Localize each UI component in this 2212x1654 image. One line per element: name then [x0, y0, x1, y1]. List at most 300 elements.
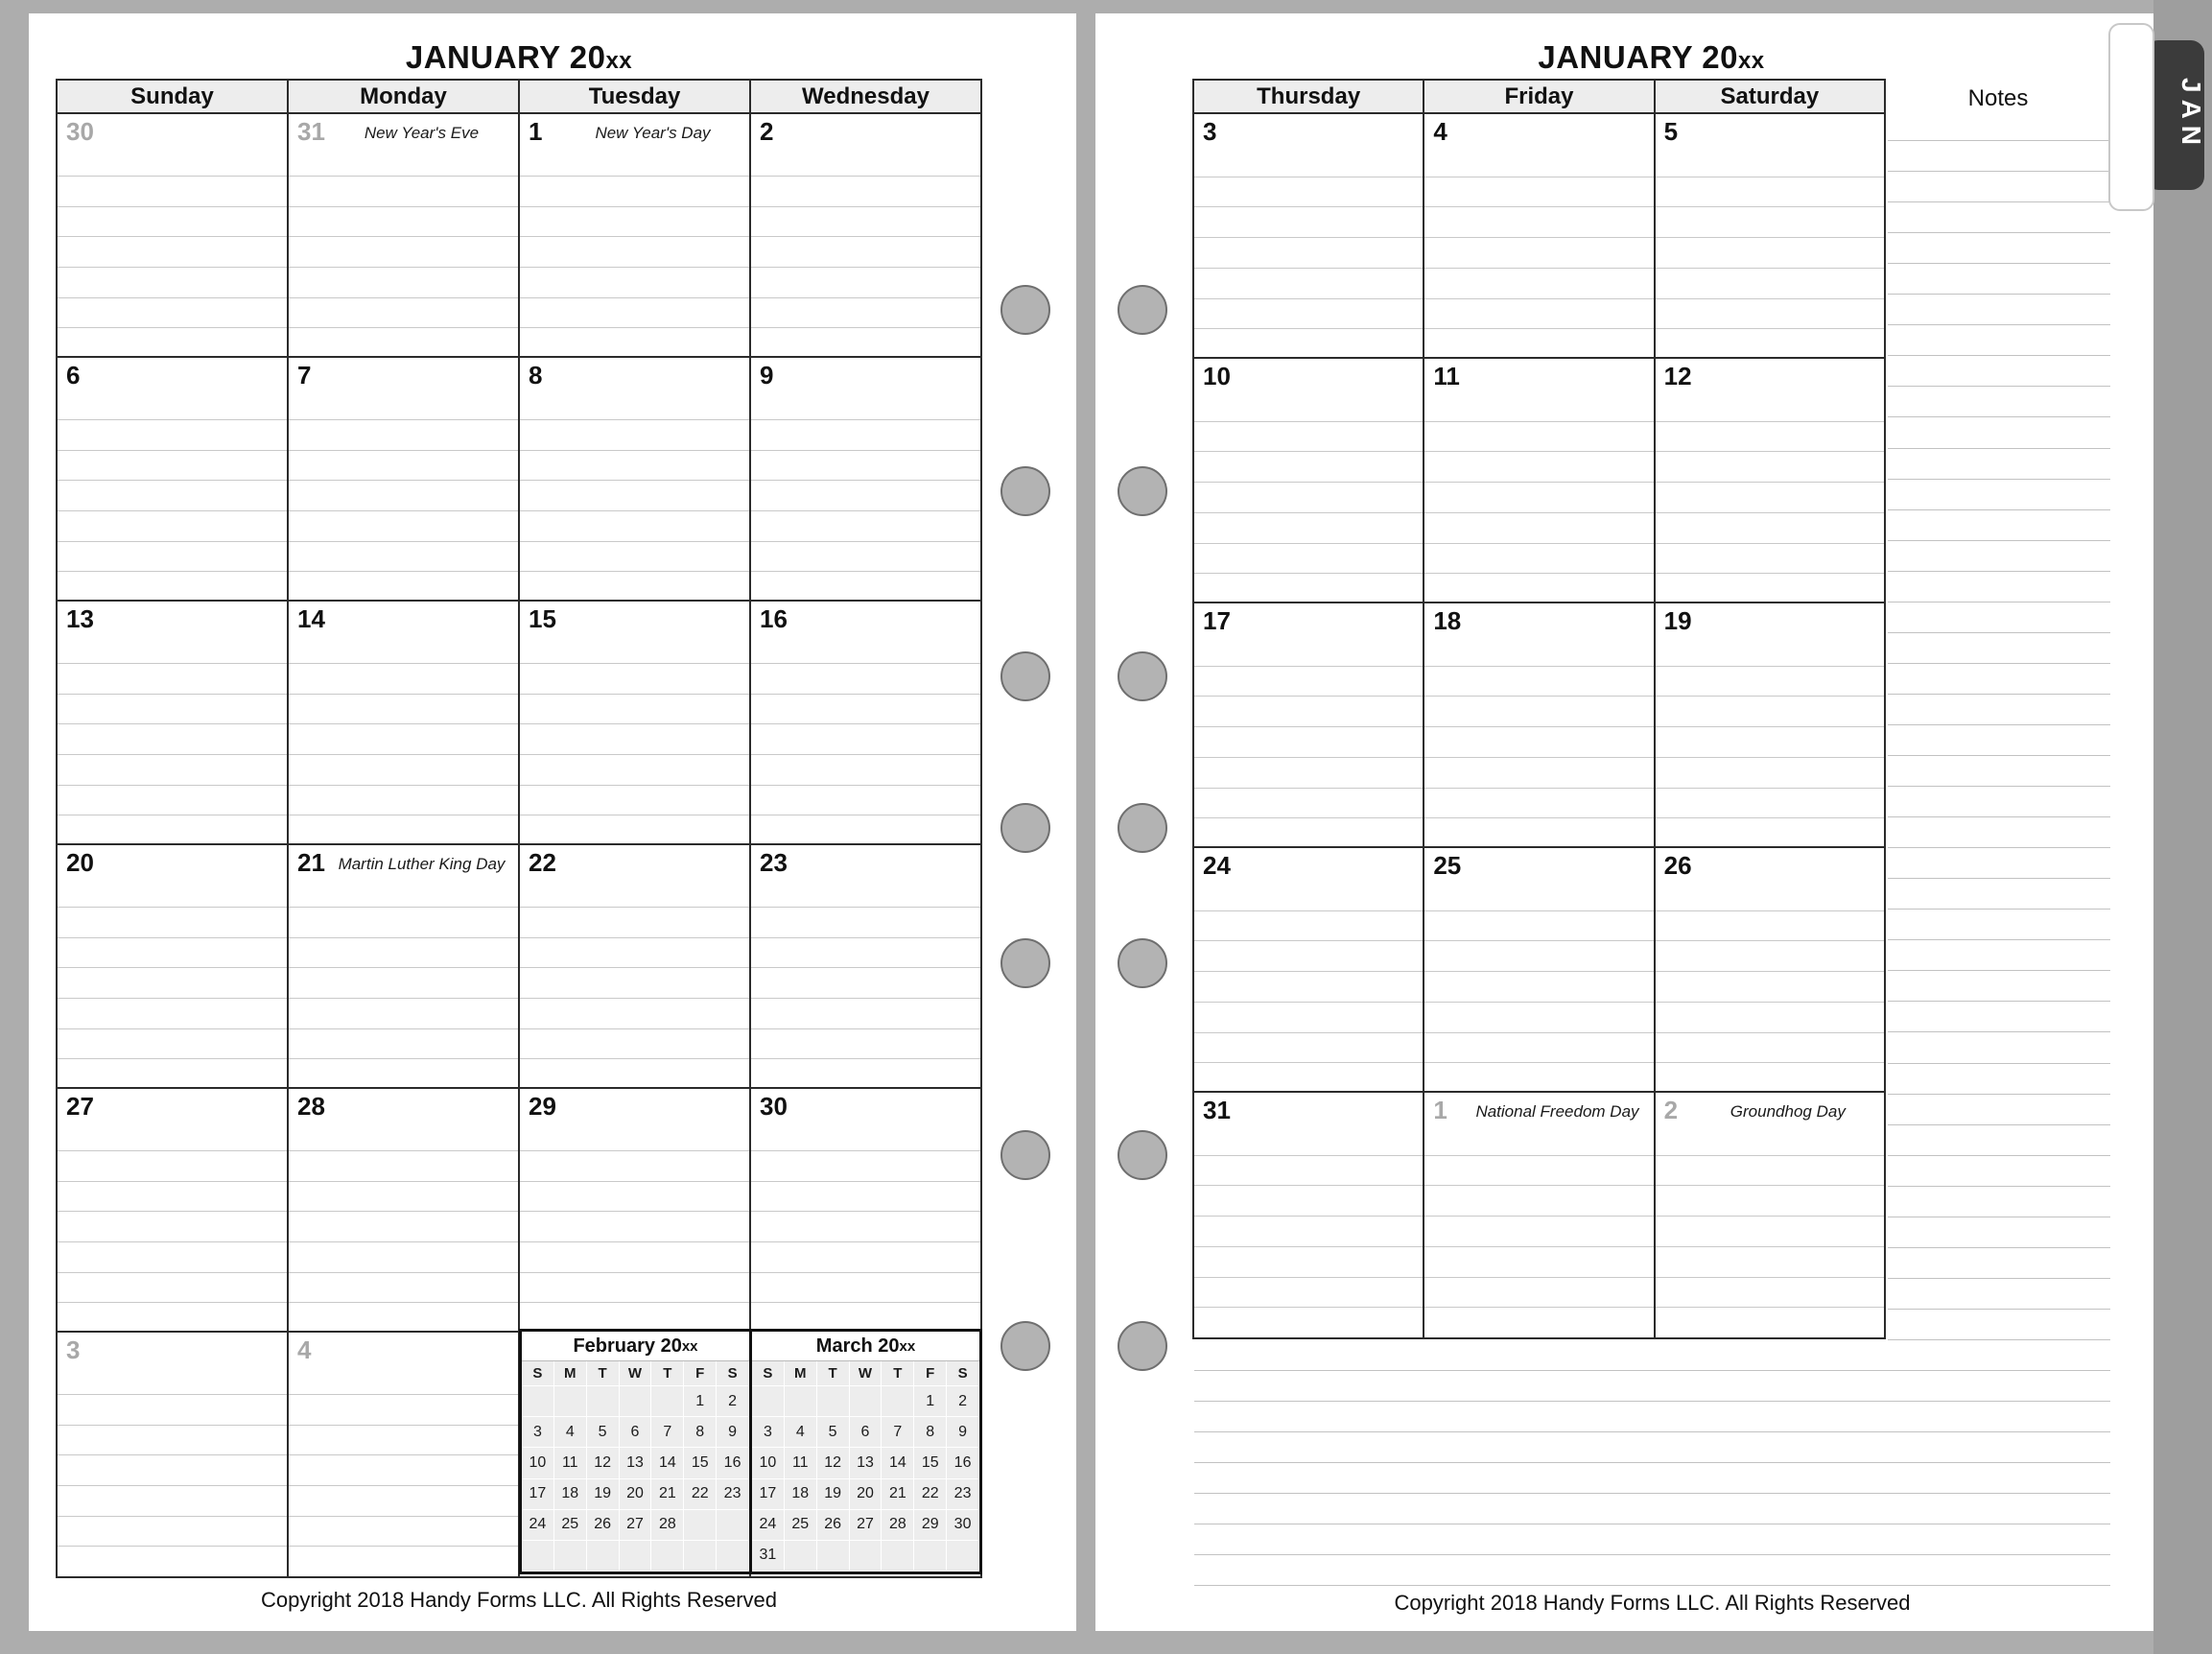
ruled-line: [751, 1150, 980, 1151]
ruled-line: [58, 1425, 287, 1426]
ruled-line: [58, 419, 287, 420]
calendar-grid-right: [1192, 79, 1886, 1339]
date-number: 28: [297, 1092, 325, 1121]
ruled-line: [520, 907, 749, 908]
date-number: 11: [1433, 362, 1460, 390]
mini-day-cell: 18: [554, 1479, 587, 1510]
mini-day-cell: 31: [752, 1541, 785, 1571]
ruled-line: [58, 1241, 287, 1242]
notes-line: [1888, 479, 2110, 480]
ruled-line: [1194, 298, 1423, 299]
mini-day-cell: 16: [717, 1448, 749, 1478]
day-cell-4[interactable]: [289, 1333, 520, 1576]
day-cell-26[interactable]: [1656, 848, 1884, 1091]
ruled-line: [289, 907, 518, 908]
week-row: [1194, 1093, 1884, 1337]
mini-day-cell: 1: [684, 1386, 717, 1417]
date-number: 4: [297, 1335, 312, 1364]
day-cell-3[interactable]: [58, 1333, 289, 1576]
mini-day-cell: [684, 1510, 717, 1541]
ruled-line: [520, 785, 749, 786]
day-cell-18[interactable]: [1424, 603, 1655, 846]
ruled-line: [751, 480, 980, 481]
mini-day-cell: [785, 1541, 817, 1571]
ruled-line: [289, 1546, 518, 1547]
ruled-line: [1424, 940, 1653, 941]
ruled-line: [1194, 1216, 1423, 1217]
mini-day-cell: 15: [914, 1448, 947, 1478]
day-cell-20[interactable]: [58, 845, 289, 1087]
ruled-line: [1194, 451, 1423, 452]
ruled-line: [1194, 726, 1423, 727]
ruled-line: [289, 450, 518, 451]
notes-line: [1888, 355, 2110, 356]
notes-line: [1888, 1094, 2110, 1095]
ruled-line: [1424, 237, 1653, 238]
day-cell-10[interactable]: [1194, 359, 1424, 602]
ruled-line: [1656, 1185, 1884, 1186]
mini-day-cell: 21: [882, 1479, 914, 1510]
ruled-line: [289, 327, 518, 328]
mini-day-cell: 12: [817, 1448, 850, 1478]
ruled-line: [1656, 421, 1884, 422]
ruled-line: [1656, 1246, 1884, 1247]
ruled-line: [1194, 237, 1423, 238]
mini-day-cell: [554, 1386, 587, 1417]
day-cell-9[interactable]: [751, 358, 980, 600]
ruled-line: [58, 206, 287, 207]
day-header-tuesday: Tuesday: [520, 81, 751, 112]
ruled-line: [1656, 328, 1884, 329]
week-row: [58, 114, 980, 358]
mini-day-cell: 17: [522, 1479, 554, 1510]
day-cell-25[interactable]: [1424, 848, 1655, 1091]
date-number: 13: [66, 604, 94, 633]
day-cell-31[interactable]: [1194, 1093, 1424, 1337]
mini-day-cell: 19: [817, 1479, 850, 1510]
ruled-line: [1656, 206, 1884, 207]
notes-line: [1888, 540, 2110, 541]
mini-day-cell: 13: [850, 1448, 882, 1478]
ruled-line: [289, 723, 518, 724]
notes-line: [1194, 1554, 2110, 1555]
date-number: 5: [1663, 117, 1679, 146]
day-cell-12[interactable]: [1656, 359, 1884, 602]
ruled-line: [751, 1302, 980, 1303]
ruled-line: [1194, 910, 1423, 911]
ruled-line: [289, 1211, 518, 1212]
mini-dow-cell: S: [752, 1361, 785, 1386]
date-number: 25: [1433, 851, 1462, 880]
mini-day-cell: 14: [882, 1448, 914, 1478]
mini-day-cell: 24: [752, 1510, 785, 1541]
mini-day-cell: 5: [587, 1417, 620, 1448]
notes-line: [1888, 386, 2110, 387]
holiday-label: National Freedom Day: [1475, 1102, 1639, 1121]
ruled-line: [289, 1516, 518, 1517]
ruled-line: [1424, 421, 1653, 422]
ruled-line: [751, 694, 980, 695]
ruled-line: [520, 267, 749, 268]
binder-hole: [1000, 1321, 1050, 1371]
ruled-line: [1424, 971, 1653, 972]
date-number: 17: [1203, 606, 1231, 635]
mini-day-cell: 22: [684, 1479, 717, 1510]
ruled-line: [1424, 268, 1653, 269]
day-cell-5[interactable]: [1656, 114, 1884, 357]
ruled-line: [1424, 1155, 1653, 1156]
ruled-line: [751, 541, 980, 542]
ruled-line: [289, 176, 518, 177]
day-cell-30[interactable]: [751, 1089, 980, 1331]
mini-dow-cell: T: [817, 1361, 850, 1386]
holiday-label: New Year's Eve: [364, 124, 480, 142]
notes-line: [1888, 171, 2110, 172]
day-cell-28[interactable]: [289, 1089, 520, 1331]
day-header-row: [58, 81, 980, 114]
date-number: 2: [760, 117, 774, 146]
day-cell-2[interactable]: [1656, 1093, 1884, 1337]
ruled-line: [1194, 1032, 1423, 1033]
mini-day-cell: 3: [522, 1417, 554, 1448]
mini-day-cell: [752, 1386, 785, 1417]
mini-day-cell: 16: [947, 1448, 979, 1478]
ruled-line: [520, 327, 749, 328]
notes-line: [1194, 1462, 2110, 1463]
ruled-line: [1424, 696, 1653, 697]
ruled-line: [1424, 910, 1653, 911]
left-page: [29, 13, 1076, 1631]
ruled-line: [520, 1150, 749, 1151]
ruled-line: [289, 1454, 518, 1455]
ruled-line: [1424, 1216, 1653, 1217]
ruled-line: [289, 967, 518, 968]
ruled-line: [1424, 788, 1653, 789]
mini-day-cell: 27: [850, 1510, 882, 1541]
day-cell-17[interactable]: [1194, 603, 1424, 846]
day-cell-15[interactable]: [520, 602, 751, 843]
mini-day-cell: 9: [947, 1417, 979, 1448]
ruled-line: [1424, 1185, 1653, 1186]
ruled-line: [289, 480, 518, 481]
ruled-line: [58, 176, 287, 177]
day-cell-2[interactable]: [751, 114, 980, 356]
ruled-line: [520, 663, 749, 664]
ruled-line: [751, 1181, 980, 1182]
ruled-line: [1424, 1277, 1653, 1278]
ruled-line: [1194, 1155, 1423, 1156]
notes-line: [1888, 878, 2110, 879]
ruled-line: [751, 176, 980, 177]
day-cell-21[interactable]: [289, 845, 520, 1087]
mini-day-cell: [684, 1541, 717, 1571]
mini-dow-cell: S: [717, 1361, 749, 1386]
ruled-line: [1656, 298, 1884, 299]
ruled-line: [289, 937, 518, 938]
ruled-line: [1656, 757, 1884, 758]
date-number: 7: [297, 361, 312, 390]
ruled-line: [289, 206, 518, 207]
ruled-line: [1656, 726, 1884, 727]
mini-day-cell: [620, 1541, 652, 1571]
mini-day-cell: 4: [554, 1417, 587, 1448]
ruled-line: [1194, 421, 1423, 422]
binder-hole: [1118, 938, 1167, 988]
mini-day-cell: [651, 1386, 684, 1417]
mini-day-cell: 18: [785, 1479, 817, 1510]
notes-line: [1888, 909, 2110, 910]
mini-dow-cell: W: [620, 1361, 652, 1386]
day-cell-30[interactable]: [58, 114, 289, 356]
date-number: 19: [1663, 606, 1692, 635]
ruled-line: [58, 907, 287, 908]
date-number: 26: [1663, 851, 1692, 880]
mini-day-cell: [717, 1541, 749, 1571]
day-cell-19[interactable]: [1656, 603, 1884, 846]
date-number: 4: [1433, 117, 1447, 146]
notes-line: [1888, 970, 2110, 971]
day-cell-14[interactable]: [289, 602, 520, 843]
mini-day-cell: 5: [817, 1417, 850, 1448]
date-number: 24: [1203, 851, 1231, 880]
notes-line: [1888, 416, 2110, 417]
binder-hole: [1000, 1130, 1050, 1180]
right-copyright: Copyright 2018 Handy Forms LLC. All Rights Reserved: [1394, 1591, 1911, 1615]
day-cell-22[interactable]: [520, 845, 751, 1087]
ruled-line: [58, 1485, 287, 1486]
notes-line: [1888, 1155, 2110, 1156]
mini-day-cell: 25: [554, 1510, 587, 1541]
ruled-line: [1194, 328, 1423, 329]
day-cell-11[interactable]: [1424, 359, 1655, 602]
mini-dow-cell: W: [850, 1361, 882, 1386]
notes-line: [1888, 1124, 2110, 1125]
ruled-line: [289, 1485, 518, 1486]
ruled-line: [58, 1454, 287, 1455]
ruled-line: [289, 1425, 518, 1426]
right-page: [1095, 13, 2153, 1631]
day-cell-3[interactable]: [1194, 114, 1424, 357]
mini-day-cell: 26: [817, 1510, 850, 1541]
ruled-line: [289, 510, 518, 511]
ruled-line: [58, 1058, 287, 1059]
ruled-line: [58, 694, 287, 695]
ruled-line: [751, 785, 980, 786]
ruled-line: [520, 236, 749, 237]
day-cell-7[interactable]: [289, 358, 520, 600]
ruled-line: [520, 419, 749, 420]
ruled-line: [289, 785, 518, 786]
day-cell-1[interactable]: [520, 114, 751, 356]
day-cell-1[interactable]: [1424, 1093, 1655, 1337]
notes-line: [1888, 939, 2110, 940]
day-header-saturday: Saturday: [1720, 83, 1820, 109]
ruled-line: [1424, 1062, 1653, 1063]
ruled-line: [58, 267, 287, 268]
holiday-label: New Year's Day: [595, 124, 711, 142]
ruled-line: [289, 1394, 518, 1395]
ruled-line: [1424, 328, 1653, 329]
mini-day-cell: [587, 1541, 620, 1571]
ruled-line: [1194, 1246, 1423, 1247]
notes-line: [1888, 724, 2110, 725]
ruled-line: [1656, 696, 1884, 697]
notes-line: [1888, 1031, 2110, 1032]
mini-day-cell: 12: [587, 1448, 620, 1478]
binder-hole: [1118, 651, 1167, 701]
mini-day-cell: 8: [914, 1417, 947, 1448]
ruled-line: [1656, 1277, 1884, 1278]
mini-day-cell: [651, 1541, 684, 1571]
ruled-line: [289, 1150, 518, 1151]
ruled-line: [1194, 573, 1423, 574]
mini-day-cell: [554, 1541, 587, 1571]
left-page-title: JANUARY 20xx: [405, 39, 633, 75]
notes-line: [1194, 1493, 2110, 1494]
ruled-line: [751, 1241, 980, 1242]
mini-day-cell: 14: [651, 1448, 684, 1478]
ruled-line: [751, 723, 980, 724]
day-header-thursday: Thursday: [1194, 81, 1424, 112]
ruled-line: [58, 541, 287, 542]
ruled-line: [1424, 543, 1653, 544]
mini-day-cell: 22: [914, 1479, 947, 1510]
day-cell-24[interactable]: [1194, 848, 1424, 1091]
notes-line: [1194, 1401, 2110, 1402]
binder-hole: [1000, 285, 1050, 335]
ruled-line: [1194, 757, 1423, 758]
day-cell-27[interactable]: [58, 1089, 289, 1331]
ruled-line: [520, 1272, 749, 1273]
right-page-title: JANUARY 20xx: [1538, 39, 1765, 75]
ruled-line: [1656, 940, 1884, 941]
ruled-line: [751, 1272, 980, 1273]
mini-dow-cell: T: [882, 1361, 914, 1386]
notes-line: [1194, 1431, 2110, 1432]
day-cell-31[interactable]: [289, 114, 520, 356]
ruled-line: [1424, 1246, 1653, 1247]
ruled-line: [1194, 696, 1423, 697]
ruled-line: [58, 450, 287, 451]
ruled-line: [520, 176, 749, 177]
week-row: [1194, 359, 1884, 603]
week-row: [1194, 603, 1884, 848]
ruled-line: [1656, 1062, 1884, 1063]
ruled-line: [1194, 817, 1423, 818]
mini-dow-cell: M: [554, 1361, 587, 1386]
mini-calendar-march: [749, 1332, 979, 1571]
ruled-line: [289, 694, 518, 695]
ruled-line: [289, 663, 518, 664]
notes-line: [1888, 786, 2110, 787]
week-row: [1194, 848, 1884, 1093]
mini-day-cell: [785, 1386, 817, 1417]
ruled-line: [520, 1058, 749, 1059]
ruled-line: [58, 510, 287, 511]
mini-day-cell: [717, 1510, 749, 1541]
notes-line: [1888, 663, 2110, 664]
date-number: 29: [529, 1092, 556, 1121]
ruled-line: [58, 998, 287, 999]
notes-line: [1888, 1186, 2110, 1187]
week-row: [1194, 114, 1884, 359]
mini-day-cell: [817, 1541, 850, 1571]
ruled-line: [1424, 512, 1653, 513]
ruled-line: [751, 419, 980, 420]
date-number: 9: [760, 361, 774, 390]
ruled-line: [1656, 543, 1884, 544]
day-cell-6[interactable]: [58, 358, 289, 600]
day-cell-23[interactable]: [751, 845, 980, 1087]
notes-line: [1888, 694, 2110, 695]
mini-day-cell: 20: [850, 1479, 882, 1510]
mini-day-cell: 10: [522, 1448, 554, 1478]
date-number: 1: [1433, 1096, 1447, 1124]
mini-calendar-grid: [522, 1361, 749, 1571]
ruled-line: [58, 1394, 287, 1395]
ruled-line: [58, 297, 287, 298]
ruled-line: [1656, 788, 1884, 789]
mini-day-cell: [947, 1541, 979, 1571]
left-copyright: Copyright 2018 Handy Forms LLC. All Rights Reserved: [260, 1588, 778, 1612]
notes-line: [1888, 847, 2110, 848]
ruled-line: [58, 1272, 287, 1273]
day-cell-16[interactable]: [751, 602, 980, 843]
day-cell-13[interactable]: [58, 602, 289, 843]
ruled-line: [58, 663, 287, 664]
day-cell-4[interactable]: [1424, 114, 1655, 357]
notes-line: [1888, 1309, 2110, 1310]
mini-dow-cell: S: [947, 1361, 979, 1386]
mini-day-cell: 6: [850, 1417, 882, 1448]
binder-hole: [1000, 466, 1050, 516]
day-cell-29[interactable]: [520, 1089, 751, 1331]
date-number: 30: [760, 1092, 788, 1121]
notes-line: [1194, 1370, 2110, 1371]
mini-day-cell: [522, 1386, 554, 1417]
ruled-line: [289, 1058, 518, 1059]
day-cell-8[interactable]: [520, 358, 751, 600]
notes-line: [1194, 1585, 2110, 1586]
mini-day-cell: 25: [785, 1510, 817, 1541]
mini-day-cell: 28: [651, 1510, 684, 1541]
ruled-line: [1656, 482, 1884, 483]
mini-day-cell: 9: [717, 1417, 749, 1448]
ruled-line: [1656, 1155, 1884, 1156]
ruled-line: [1194, 268, 1423, 269]
ruled-line: [751, 663, 980, 664]
date-number: 3: [66, 1335, 81, 1364]
date-number: 1: [529, 117, 543, 146]
binder-hole: [1118, 285, 1167, 335]
binder-hole: [1000, 803, 1050, 853]
ruled-line: [520, 998, 749, 999]
week-row: [58, 602, 980, 845]
ruled-line: [289, 1302, 518, 1303]
ruled-line: [520, 450, 749, 451]
mini-day-cell: 20: [620, 1479, 652, 1510]
ruled-line: [58, 1516, 287, 1517]
mini-day-cell: 2: [947, 1386, 979, 1417]
ruled-line: [751, 754, 980, 755]
date-number: 22: [529, 848, 556, 877]
mini-day-cell: 29: [914, 1510, 947, 1541]
ruled-line: [58, 1546, 287, 1547]
ruled-line: [1424, 1032, 1653, 1033]
ruled-line: [520, 571, 749, 572]
mini-day-cell: 2: [717, 1386, 749, 1417]
mini-dow-cell: T: [587, 1361, 620, 1386]
